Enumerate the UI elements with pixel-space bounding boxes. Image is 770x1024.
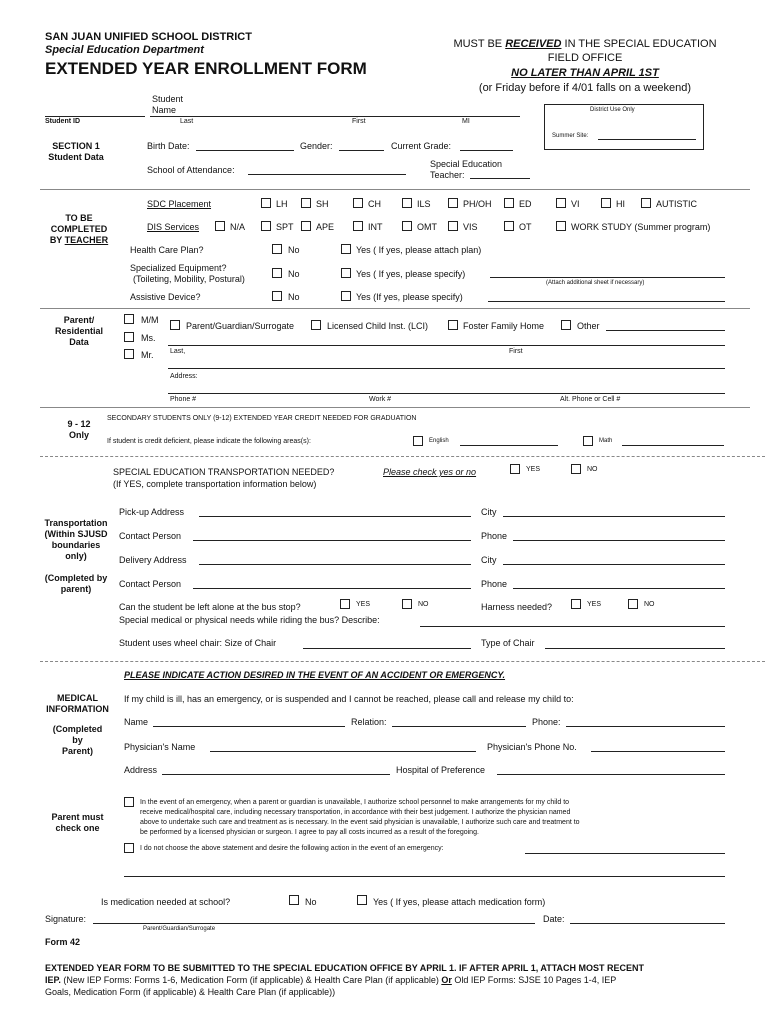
phone2-label: Phone <box>481 579 508 589</box>
transport-no-checkbox[interactable] <box>571 464 581 474</box>
sped-teacher-field[interactable] <box>470 178 530 179</box>
assistive-no-checkbox[interactable] <box>272 291 282 301</box>
dis-int-checkbox[interactable] <box>353 221 363 231</box>
first-label: First <box>352 118 366 125</box>
note-iep: IEP. <box>45 975 61 985</box>
dis-ape-label: APE <box>316 222 335 232</box>
divider <box>40 407 750 408</box>
health-no-label: No <box>288 245 300 255</box>
sdc-sh-label: SH <box>316 199 329 209</box>
lci-checkbox[interactable] <box>311 320 321 330</box>
ms-checkbox[interactable] <box>124 332 134 342</box>
form-number: Form 42 <box>45 937 81 947</box>
assistive-yes-checkbox[interactable] <box>341 291 351 301</box>
parent-must1: Parent must <box>51 812 104 822</box>
note-old: Old IEP Forms: SJSE 10 Pages 1-4, IEP <box>451 975 617 985</box>
medical-side-label <box>40 693 115 757</box>
consent-line1: In the event of an emergency, when a parent or guardian is unavailable, I authorize school personnel to make arrangements for my child to <box>140 799 570 806</box>
chair-type-field[interactable] <box>545 648 725 649</box>
note-or: Or <box>441 975 452 985</box>
parent-name-field[interactable] <box>168 345 725 346</box>
wheelchair-label: Student uses wheel chair: Size of Chair <box>119 638 277 648</box>
transport-side4: only) <box>65 551 87 561</box>
phone1-label: Phone <box>481 531 508 541</box>
dis-omt-label: OMT <box>417 222 437 232</box>
alone-yes-checkbox[interactable] <box>340 599 350 609</box>
summer-site-field[interactable] <box>598 139 696 140</box>
note-line3: Goals, Medication Form (if applicable) & Health Care Plan (if applicable)) <box>45 987 336 997</box>
physician-phone-field[interactable] <box>591 751 725 752</box>
deadline-office: FIELD OFFICE <box>547 52 623 64</box>
deadline-received: RECEIVED <box>505 38 562 50</box>
medical-side4: by <box>72 735 83 745</box>
sdc-ed-checkbox[interactable] <box>504 198 514 208</box>
parent-must2: check one <box>55 823 100 833</box>
dis-vis-checkbox[interactable] <box>448 221 458 231</box>
dis-vis-label: VIS <box>463 222 478 232</box>
student-id-label: Student ID <box>45 118 80 125</box>
dis-work-study-label: WORK STUDY (Summer program) <box>571 222 711 232</box>
sdc-hi-checkbox[interactable] <box>601 198 611 208</box>
teacher-side3-pre: BY <box>49 235 65 245</box>
medical-side1: MEDICAL <box>57 693 98 703</box>
release-name-label: Name <box>124 717 149 727</box>
transport-no-label: NO <box>587 466 598 473</box>
pickup-label: Pick-up Address <box>119 507 185 517</box>
dis-work-study-checkbox[interactable] <box>556 221 566 231</box>
equipment-field[interactable] <box>490 277 725 278</box>
note-line2 <box>45 974 745 986</box>
medical-address-label: Address <box>124 765 158 775</box>
equipment-yes-checkbox[interactable] <box>341 268 351 278</box>
release-phone-field[interactable] <box>566 726 725 727</box>
delivery-city-label: City <box>481 555 497 565</box>
date-label: Date: <box>543 914 565 924</box>
sdc-ed-label: ED <box>519 199 532 209</box>
section1-title <box>45 141 107 163</box>
ms-label: Ms. <box>141 333 156 343</box>
assistive-field[interactable] <box>488 301 725 302</box>
deadline-line1 <box>420 38 750 50</box>
transport-side2: (Within SJUSD <box>44 529 108 539</box>
release-name-field[interactable] <box>153 726 345 727</box>
sdc-ch-label: CH <box>368 199 381 209</box>
current-grade-label: Current Grade: <box>391 141 452 151</box>
secondary-heading: SECONDARY STUDENTS ONLY (9-12) EXTENDED YEAR CREDIT NEEDED FOR GRADUATION <box>107 415 417 422</box>
student-id-field[interactable] <box>45 116 145 117</box>
summer-site-label: Summer Site: <box>552 133 589 139</box>
lci-label: Licensed Child Inst. (LCI) <box>327 321 429 331</box>
transport-yes-label: YES <box>526 466 541 473</box>
medical-side5: Parent) <box>61 746 93 756</box>
consent-checkbox[interactable] <box>124 797 134 807</box>
assistive-yes-label: Yes (If yes, please specify) <box>356 292 463 302</box>
secondary-side1: 9 - 12 <box>67 419 91 429</box>
equipment-no-checkbox[interactable] <box>272 268 282 278</box>
birth-date-field[interactable] <box>196 150 294 151</box>
relation-field[interactable] <box>392 726 526 727</box>
alone-no-checkbox[interactable] <box>402 599 412 609</box>
secondary-side-label <box>54 419 104 441</box>
section1-title2: Student Data <box>48 152 104 162</box>
sdc-hi-label: HI <box>616 199 625 209</box>
health-plan-label: Health Care Plan? <box>130 245 204 255</box>
sped-teacher-label2: Teacher: <box>430 170 465 180</box>
transport-side6: parent) <box>60 584 92 594</box>
consent-line4: be performed by a licensed physician or surgeon. I agree to pay all costs incurred as a result of the foregoing. <box>140 829 479 836</box>
dis-ot-checkbox[interactable] <box>504 221 514 231</box>
parent-address-field[interactable] <box>168 368 725 369</box>
pickup-city-label: City <box>481 507 497 517</box>
consent-line2: receive medical/hospital care, including necessary transportation, in accordance with their best judgement. I authorize the physician named <box>140 809 571 816</box>
harness-no-checkbox[interactable] <box>628 599 638 609</box>
secondary-side2: Only <box>68 430 89 440</box>
alone-no-label: NO <box>418 601 429 608</box>
medication-no-checkbox[interactable] <box>289 895 299 905</box>
deadline-post: IN THE SPECIAL EDUCATION <box>561 38 717 50</box>
dis-na-label: N/A <box>230 222 246 232</box>
mi-label: MI <box>462 118 470 125</box>
medical-side3: (Completed <box>52 724 103 734</box>
equipment-label2: (Toileting, Mobility, Postural) <box>133 274 245 284</box>
pgs-label: Parent/Guardian/Surrogate <box>186 321 295 331</box>
school-label: School of Attendance: <box>147 165 235 175</box>
mr-checkbox[interactable] <box>124 349 134 359</box>
signature-label: Signature: <box>45 914 87 924</box>
release-phone-label: Phone: <box>532 717 561 727</box>
wheelchair-size-field[interactable] <box>303 648 471 649</box>
contact2-field[interactable] <box>193 588 471 589</box>
transport-side3: boundaries <box>51 540 101 550</box>
medication-label: Is medication needed at school? <box>101 897 231 907</box>
harness-yes-checkbox[interactable] <box>571 599 581 609</box>
dis-spt-label: SPT <box>276 222 294 232</box>
health-no-checkbox[interactable] <box>272 244 282 254</box>
dis-na-checkbox[interactable] <box>215 221 225 231</box>
english-label: English <box>429 438 449 444</box>
decline-field-1[interactable] <box>525 853 725 854</box>
student-name-field[interactable] <box>150 116 520 117</box>
teacher-side2: COMPLETED <box>50 224 108 234</box>
sdc-phoh-checkbox[interactable] <box>448 198 458 208</box>
other-label: Other <box>577 321 600 331</box>
dashed-divider <box>40 661 765 662</box>
dis-ape-checkbox[interactable] <box>301 221 311 231</box>
mm-checkbox[interactable] <box>124 314 134 324</box>
health-yes-checkbox[interactable] <box>341 244 351 254</box>
student-name-label: Student Name <box>152 94 184 115</box>
contact2-label: Contact Person <box>119 579 182 589</box>
delivery-city-field[interactable] <box>503 564 725 565</box>
department-name: Special Education Department <box>45 44 204 56</box>
contact1-label: Contact Person <box>119 531 182 541</box>
other-field[interactable] <box>606 330 725 331</box>
transport-side5: (Completed by <box>44 573 108 583</box>
sdc-ch-checkbox[interactable] <box>353 198 363 208</box>
current-grade-field[interactable] <box>460 150 513 151</box>
physician-field[interactable] <box>210 751 476 752</box>
sdc-sh-checkbox[interactable] <box>301 198 311 208</box>
deadline-note: (or Friday before if 4/01 falls on a weekend) <box>478 82 692 94</box>
parent-first-label: First <box>509 348 523 355</box>
equipment-no-label: No <box>288 269 300 279</box>
english-checkbox[interactable] <box>413 436 423 446</box>
dis-int-label: INT <box>368 222 383 232</box>
transport-question: SPECIAL EDUCATION TRANSPORTATION NEEDED? <box>113 467 335 477</box>
assistive-label: Assistive Device? <box>130 292 201 302</box>
assistive-no-label: No <box>288 292 300 302</box>
medication-no-label: No <box>305 897 317 907</box>
hospital-field[interactable] <box>497 774 725 775</box>
transport-sub: (If YES, complete transportation information below) <box>113 479 317 489</box>
section1-title1: SECTION 1 <box>52 141 100 151</box>
harness-no-label: NO <box>644 601 655 608</box>
sdc-autistic-checkbox[interactable] <box>641 198 651 208</box>
district-use-label: District Use Only <box>590 107 635 113</box>
gender-field[interactable] <box>339 150 384 151</box>
harness-label: Harness needed? <box>481 602 553 612</box>
special-needs-label: Special medical or physical needs while riding the bus? Describe: <box>119 615 380 625</box>
physician-label: Physician's Name <box>124 742 196 752</box>
release-intro: If my child is ill, has an emergency, or is suspended and I cannot be reached, please call and release my child to: <box>124 694 574 704</box>
sdc-vi-label: VI <box>571 199 580 209</box>
consent-line3: above to undertake such care and treatment as is necessary. In the event said physician is unavailable, I authorize such care and treatment to <box>140 819 580 826</box>
credit-deficient-label: If student is credit deficient, please indicate the following areas(s): <box>107 438 311 445</box>
signature-sub-label: Parent/Guardian/Surrogate <box>143 926 216 932</box>
decline-checkbox[interactable] <box>124 843 134 853</box>
medical-address-field[interactable] <box>162 774 390 775</box>
sdc-ils-label: ILS <box>417 199 431 209</box>
special-needs-field[interactable] <box>420 626 725 627</box>
sdc-lh-label: LH <box>276 199 288 209</box>
other-checkbox[interactable] <box>561 320 571 330</box>
birth-date-label: Birth Date: <box>147 141 190 151</box>
pgs-checkbox[interactable] <box>170 320 180 330</box>
parent-side2: Residential <box>54 326 103 336</box>
decline-field-2[interactable] <box>124 876 725 877</box>
submission-note <box>45 962 745 998</box>
dis-omt-checkbox[interactable] <box>402 221 412 231</box>
equipment-label1: Specialized Equipment? <box>130 263 227 273</box>
mr-label: Mr. <box>141 350 154 360</box>
date-field[interactable] <box>570 923 725 924</box>
parent-side3: Data <box>69 337 89 347</box>
deadline-pre: MUST BE <box>453 38 506 50</box>
delivery-field[interactable] <box>199 564 471 565</box>
sdc-ils-checkbox[interactable] <box>402 198 412 208</box>
teacher-side3: TEACHER <box>64 235 109 245</box>
health-yes-label: Yes ( If yes, please attach plan) <box>356 245 482 255</box>
parent-last-label: Last, <box>170 348 186 355</box>
parent-phone-field[interactable] <box>168 393 725 394</box>
math-field[interactable] <box>622 445 724 446</box>
deadline-date: NO LATER THAN APRIL 1ST <box>511 67 659 79</box>
parent-side-label <box>45 315 113 348</box>
transport-side-label <box>38 518 114 595</box>
transport-check-note: Please check yes or no <box>383 467 477 477</box>
sdc-lh-checkbox[interactable] <box>261 198 271 208</box>
math-label: Math <box>599 438 613 444</box>
note-line1: EXTENDED YEAR FORM TO BE SUBMITTED TO THE SPECIAL EDUCATION OFFICE BY APRIL 1. IF AFTER APRIL 1, ATTACH MOST RECENT <box>45 963 645 973</box>
alt-phone-label: Alt. Phone or Cell # <box>560 396 621 403</box>
harness-yes-label: YES <box>587 601 602 608</box>
relation-label: Relation: <box>351 717 387 727</box>
divider <box>40 308 750 309</box>
signature-field[interactable] <box>93 923 535 924</box>
equipment-yes-label: Yes ( If yes, please specify) <box>356 269 466 279</box>
dis-services-label: DIS Services <box>147 222 200 232</box>
parent-must-label <box>40 812 115 834</box>
physician-phone-label: Physician's Phone No. <box>487 742 577 752</box>
english-field[interactable] <box>460 445 558 446</box>
mm-label: M/M <box>141 315 159 325</box>
ffh-checkbox[interactable] <box>448 320 458 330</box>
medical-side2: INFORMATION <box>46 704 109 714</box>
pickup-field[interactable] <box>199 516 471 517</box>
bus-alone-label: Can the student be left alone at the bus stop? <box>119 602 301 612</box>
transport-side1: Transportation <box>44 518 108 528</box>
phone2-field[interactable] <box>513 588 725 589</box>
consent-text <box>140 798 580 838</box>
teacher-side-label <box>45 213 113 246</box>
chair-type-label: Type of Chair <box>481 638 535 648</box>
hospital-label: Hospital of Preference <box>396 765 486 775</box>
emergency-heading: PLEASE INDICATE ACTION DESIRED IN THE EVENT OF AN ACCIDENT OR EMERGENCY. <box>124 670 506 680</box>
work-label: Work # <box>369 396 392 403</box>
pickup-city-field[interactable] <box>503 516 725 517</box>
delivery-label: Delivery Address <box>119 555 187 565</box>
decline-text: I do not choose the above statement and desire the following action in the event of an emergency: <box>140 845 444 852</box>
district-name: SAN JUAN UNIFIED SCHOOL DISTRICT <box>45 31 252 43</box>
contact1-field[interactable] <box>193 540 471 541</box>
last-label: Last <box>180 118 194 125</box>
note-new: (New IEP Forms: Forms 1-6, Medication Form (if applicable) & Health Care Plan (if applicable) <box>60 975 442 985</box>
sdc-phoh-label: PH/OH <box>463 199 492 209</box>
attach-note: (Attach additional sheet if necessary) <box>546 280 645 286</box>
sdc-autistic-label: AUTISTIC <box>656 199 698 209</box>
phone1-field[interactable] <box>513 540 725 541</box>
parent-side1: Parent/ <box>63 315 95 325</box>
medication-yes-label: Yes ( If yes, please attach medication form) <box>373 897 546 907</box>
dis-ot-label: OT <box>519 222 532 232</box>
transport-yes-checkbox[interactable] <box>510 464 520 474</box>
dis-spt-checkbox[interactable] <box>261 221 271 231</box>
phone-label: Phone # <box>170 396 197 403</box>
ffh-label: Foster Family Home <box>463 321 545 331</box>
sdc-placement-label: SDC Placement <box>147 199 212 209</box>
medication-yes-checkbox[interactable] <box>357 895 367 905</box>
form-title: EXTENDED YEAR ENROLLMENT FORM <box>45 59 367 78</box>
school-field[interactable] <box>248 174 406 175</box>
parent-address-label: Address: <box>170 373 198 380</box>
teacher-side1: TO BE <box>65 213 93 223</box>
gender-label: Gender: <box>300 141 333 151</box>
sped-teacher-label1: Special Education <box>430 159 503 169</box>
dashed-divider <box>40 456 765 457</box>
divider <box>40 189 750 190</box>
sdc-vi-checkbox[interactable] <box>556 198 566 208</box>
math-checkbox[interactable] <box>583 436 593 446</box>
alone-yes-label: YES <box>356 601 371 608</box>
